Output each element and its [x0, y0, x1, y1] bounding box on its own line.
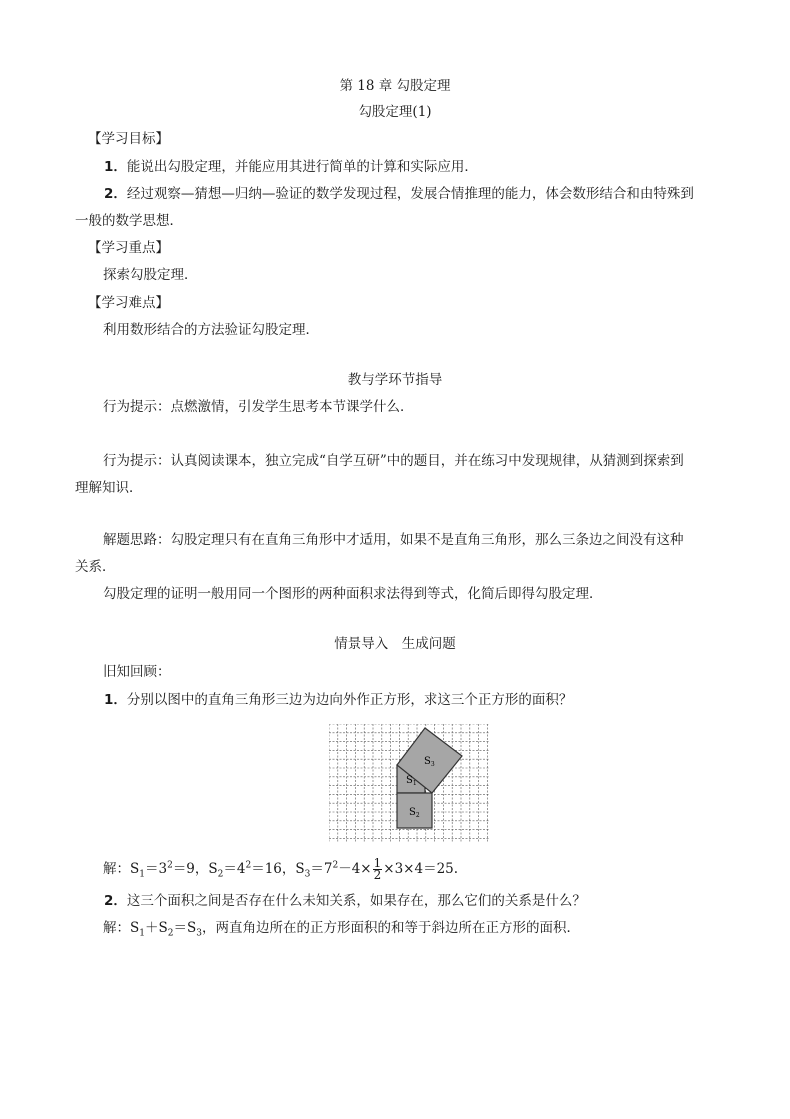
question-2-number: 2．	[104, 893, 127, 909]
objective-item-1	[104, 157, 478, 177]
answer-2-s3-sub: 3	[196, 928, 202, 939]
answer-2-eq: ＝S	[173, 920, 197, 936]
proof-note: 勾股定理的证明一般用同一个图形的两种面积求法得到等式，化简后即得勾股定理．	[103, 586, 603, 602]
key-point-text: 探索勾股定理．	[103, 267, 198, 283]
answer-1-fraction	[373, 858, 383, 881]
answer-1-prefix: 解：S	[103, 861, 140, 877]
objective-2-text: 经过观察—猜想—归纳—验证的数学发现过程，发展合情推理的能力，体会数形结合和由特殊到	[126, 186, 694, 202]
answer-1-sq2: 2	[245, 860, 252, 871]
answer-2-plus: ＋S	[144, 920, 168, 936]
answer-1-minus: －4×	[338, 861, 372, 877]
answer-1-eq3: ＝7	[310, 861, 333, 877]
objectives-heading: 【学习目标】	[88, 131, 169, 147]
objective-2-continuation: 一般的数学思想．	[75, 213, 183, 229]
question-1-number: 1．	[104, 692, 127, 708]
answer-1-s1-sub: 1	[139, 869, 145, 880]
solution-idea-continuation: 关系．	[75, 559, 116, 575]
behavior-hint-2: 行为提示：认真阅读课本，独立完成“自学互研”中的题目，并在练习中发现规律，从猜测到探索到	[103, 453, 684, 469]
answer-1-tail: ×3×4＝25.	[383, 861, 459, 877]
answer-2-tail: ，两直角边所在的正方形面积的和等于斜边所在正方形的面积．	[201, 920, 580, 936]
answer-1-sq1: 2	[167, 860, 173, 871]
objective-1-number: 1．	[104, 159, 127, 175]
answer-2-prefix: 解：S	[103, 920, 140, 936]
answer-2	[103, 918, 580, 938]
answer-1-s3-sub: 3	[304, 869, 311, 880]
answer-1-mid1: ＝9，S	[172, 861, 218, 877]
answer-1-s2-sub: 2	[217, 869, 224, 880]
chapter-title: 第 18 章 勾股定理	[339, 78, 451, 94]
question-1-text: 分别以图中的直角三角形三边为边向外作正方形，求这三个正方形的面积？	[126, 692, 573, 708]
fraction-numerator: 1	[373, 856, 382, 870]
pythagoras-grid-figure	[329, 724, 489, 842]
key-point-heading: 【学习重点】	[88, 240, 169, 256]
fraction-denominator: 2	[373, 868, 382, 882]
answer-2-s1-sub: 1	[139, 928, 145, 939]
label-s3: $S_3$	[424, 756, 435, 768]
label-s2: $S_2$	[409, 807, 420, 819]
label-s1: $S_1$	[406, 775, 417, 787]
behavior-hint-1: 行为提示：点燃激情，引发学生思考本节课学什么．	[103, 399, 414, 415]
answer-2-s2-sub: 2	[167, 928, 174, 939]
objective-1-text: 能说出勾股定理，并能应用其进行简单的计算和实际应用．	[126, 159, 478, 175]
objective-item-2	[104, 184, 694, 204]
question-2-text: 这三个面积之间是否存在什么未知关系，如果存在，那么它们的关系是什么？	[126, 893, 586, 909]
guide-heading: 教与学环节指导	[347, 372, 443, 388]
question-1	[104, 690, 572, 710]
answer-1-sq3: 2	[332, 860, 339, 871]
question-2	[104, 891, 586, 911]
behavior-hint-2-continuation: 理解知识．	[75, 480, 143, 496]
answer-1-eq1: ＝3	[144, 861, 168, 877]
difficulty-text: 利用数形结合的方法验证勾股定理．	[103, 322, 319, 338]
solution-idea: 解题思路：勾股定理只有在直角三角形中才适用，如果不是直角三角形，那么三条边之间没有这种	[103, 532, 684, 548]
scenario-heading: 情景导入 生成问题	[334, 636, 456, 652]
answer-1	[103, 858, 458, 881]
difficulty-heading: 【学习难点】	[88, 295, 169, 311]
review-label: 旧知回顾：	[103, 664, 171, 680]
answer-1-mid2: ＝16，S	[251, 861, 305, 877]
answer-1-eq2: ＝4	[223, 861, 246, 877]
objective-2-number: 2．	[104, 186, 127, 202]
section-title: 勾股定理(1)	[358, 104, 432, 120]
